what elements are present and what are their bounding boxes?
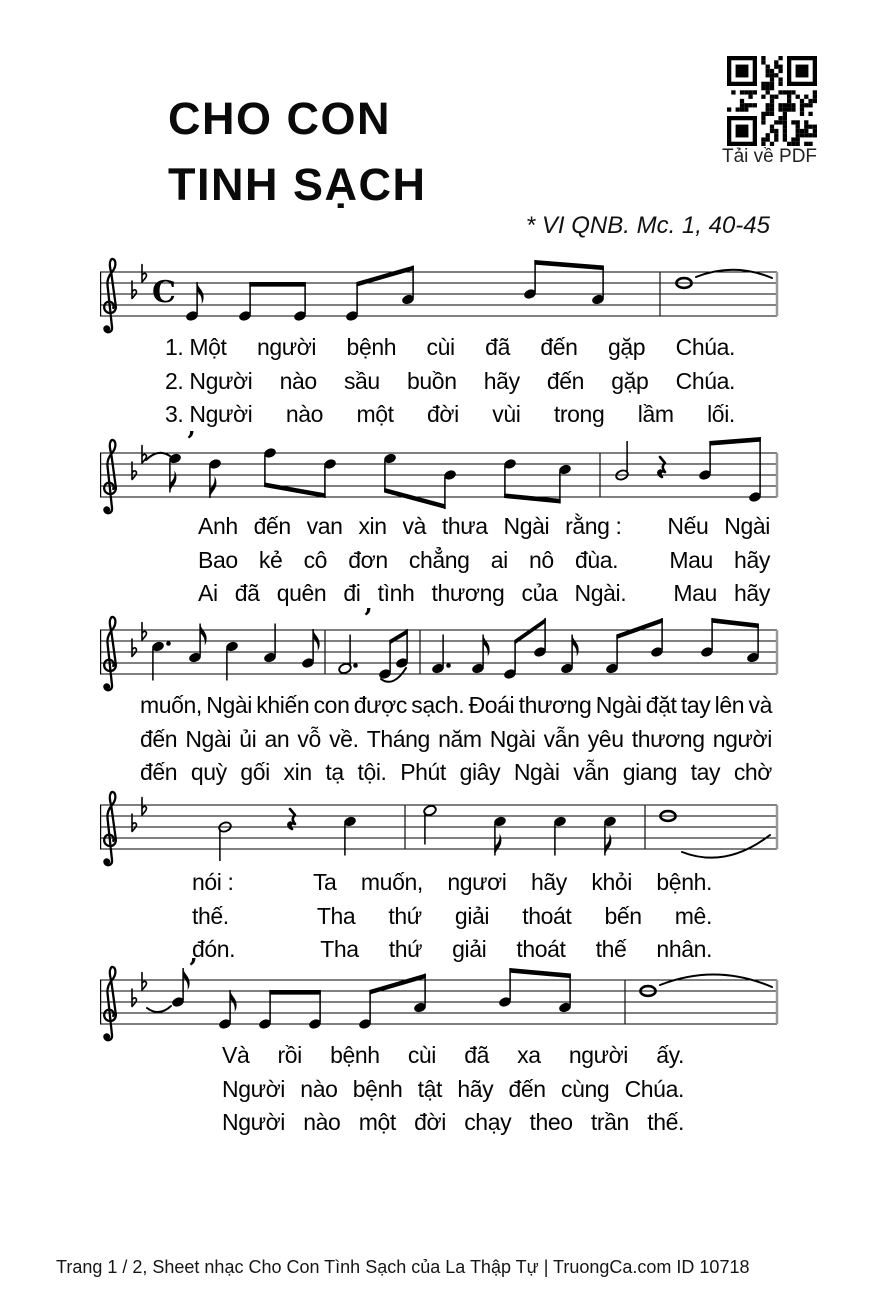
- lyric-syllable: muốn,: [140, 692, 202, 718]
- lyric-syllable: nhân.: [656, 936, 712, 963]
- lyric-syllable: an: [264, 725, 290, 752]
- lyric-syllable: thứ: [388, 902, 422, 929]
- lyric-syllable: đến: [508, 1075, 546, 1102]
- lyric-syllable: Chúa.: [675, 367, 735, 394]
- lyric-syllable: hãy: [457, 1075, 494, 1102]
- lyric-syllable: thương: [431, 580, 505, 607]
- lyric-syllable: tật: [417, 1075, 443, 1102]
- lyric-syllable: khiến: [256, 692, 310, 718]
- lyric-syllable: người: [712, 725, 772, 752]
- lyric-syllable: sạch.: [411, 692, 465, 718]
- lyric-syllable: thế.: [192, 902, 229, 929]
- lyric-syllable: giây: [459, 759, 501, 786]
- lyric-syllable: gặp: [608, 334, 646, 360]
- lyric-syllable: Và: [222, 1042, 250, 1068]
- lyric-syllable: vẫn: [573, 759, 610, 786]
- lyric-syllable: chờ: [733, 759, 772, 786]
- lyric-line: [222, 1076, 684, 1110]
- lyric-syllable: đến: [540, 334, 578, 360]
- lyric-syllable: muốn,: [360, 869, 423, 895]
- lyric-syllable: hãy: [734, 546, 770, 573]
- lyric-line: [192, 936, 712, 970]
- lyric-syllable: một: [358, 1109, 396, 1136]
- lyric-syllable: đi: [343, 580, 361, 607]
- lyric-syllable: giải: [454, 902, 490, 929]
- lyric-syllable: gặp: [611, 367, 649, 394]
- lyric-syllable: Người: [222, 1075, 285, 1102]
- lyric-syllable: nói :: [192, 869, 234, 895]
- lyric-syllable: Ngài.: [574, 580, 627, 607]
- lyric-syllable: bệnh: [330, 1042, 380, 1068]
- lyric-syllable: thoát: [522, 902, 572, 929]
- svg-text:’: ’: [363, 604, 373, 634]
- lyric-syllable: và: [748, 692, 772, 718]
- lyric-syllable: thoát: [516, 936, 566, 963]
- lyric-line: [165, 401, 735, 435]
- lyric-syllable: hãy: [734, 580, 770, 607]
- song-title-line-2: TINH SẠCH: [168, 159, 427, 210]
- lyric-syllable: trần: [590, 1109, 629, 1136]
- lyric-syllable: đón.: [192, 936, 236, 963]
- lyrics-verse-block-5: [222, 1042, 684, 1143]
- lyric-syllable: đến: [140, 725, 178, 752]
- lyric-syllable: nào: [285, 401, 323, 428]
- lyric-syllable: thế: [595, 936, 627, 963]
- lyric-syllable: quỳ: [190, 759, 227, 786]
- lyric-syllable: bệnh.: [656, 869, 712, 895]
- lyric-syllable: Mau: [673, 580, 717, 607]
- lyric-syllable: mê.: [674, 902, 712, 929]
- svg-text:’: ’: [188, 954, 198, 984]
- lyric-syllable: đến: [546, 367, 585, 394]
- lyric-syllable: rằng :: [565, 513, 622, 539]
- scripture-reference: * VI QNB. Mc. 1, 40-45: [525, 212, 770, 239]
- lyric-line: [198, 547, 770, 581]
- lyric-syllable: ngươi: [447, 869, 507, 895]
- lyric-syllable: về.: [329, 725, 359, 752]
- lyric-syllable: Tha: [320, 936, 359, 963]
- lyrics-verse-block-4: [192, 869, 712, 970]
- lyrics-verse-block-3: [140, 692, 772, 793]
- lyric-syllable: rồi: [277, 1042, 302, 1068]
- lyric-syllable: đã: [234, 580, 260, 607]
- lyric-syllable: đùa.: [574, 546, 619, 573]
- lyric-syllable: Ngài: [503, 513, 550, 539]
- footer-text: Trang 1 / 2, Sheet nhạc Cho Con Tình Sạch của La Thập Tự | TruongCa.com ID 10718: [56, 1257, 750, 1277]
- lyric-line: [140, 726, 772, 760]
- lyric-syllable: vỗ: [297, 725, 321, 752]
- lyric-syllable: Người: [222, 1109, 285, 1136]
- lyric-line: [165, 334, 735, 368]
- lyric-syllable: lối.: [707, 401, 735, 428]
- lyric-syllable: ai: [490, 546, 508, 573]
- lyric-syllable: được: [353, 692, 407, 718]
- lyric-syllable: đến: [253, 513, 291, 539]
- lyric-syllable: một: [356, 401, 394, 428]
- lyric-syllable: năm: [438, 725, 482, 752]
- lyric-syllable: Ngài: [724, 513, 770, 539]
- lyric-syllable: Nếu: [667, 513, 709, 539]
- lyric-syllable: ủi: [239, 725, 257, 752]
- lyric-syllable: đến: [140, 759, 178, 786]
- lyric-syllable: 3. Người: [165, 401, 253, 428]
- lyric-syllable: con: [313, 692, 350, 718]
- lyric-syllable: Ngài: [595, 692, 642, 718]
- lyric-syllable: bệnh: [352, 1075, 403, 1102]
- lyric-line: [140, 759, 772, 793]
- song-title-line-1: CHO CON: [168, 93, 391, 144]
- lyric-syllable: buồn: [407, 367, 457, 394]
- lyric-line: [222, 1042, 684, 1076]
- lyric-syllable: chẳng: [408, 546, 470, 573]
- lyrics-verse-block-2: [198, 513, 770, 614]
- lyric-syllable: 2. Người: [165, 367, 253, 394]
- lyric-syllable: thưa: [441, 513, 488, 539]
- lyric-syllable: 1. Một: [165, 334, 227, 360]
- lyric-line: [192, 903, 712, 937]
- lyric-syllable: xa: [517, 1042, 541, 1068]
- lyric-line: [198, 580, 770, 614]
- lyric-syllable: đã: [464, 1042, 489, 1068]
- lyric-syllable: thế.: [647, 1109, 684, 1136]
- lyric-syllable: chạy: [464, 1109, 512, 1136]
- lyric-syllable: van: [306, 513, 343, 539]
- lyric-syllable: Ai: [198, 580, 218, 607]
- lyric-syllable: Ngài: [489, 725, 536, 752]
- download-pdf-link[interactable]: Tải về PDF: [722, 146, 818, 167]
- lyric-syllable: hãy: [530, 869, 567, 895]
- lyric-syllable: giang: [622, 759, 678, 786]
- lyric-syllable: Ngài: [185, 725, 232, 752]
- lyric-syllable: đơn: [348, 546, 388, 573]
- lyric-syllable: đời: [414, 1109, 446, 1136]
- lyric-syllable: tạ: [325, 759, 344, 786]
- lyric-syllable: nào: [300, 1075, 338, 1102]
- lyric-syllable: cùi: [426, 334, 455, 360]
- lyric-syllable: sầu: [343, 367, 380, 394]
- lyric-syllable: Đoái: [468, 692, 515, 718]
- lyric-syllable: ấy.: [656, 1042, 684, 1068]
- lyrics-verse-block-1: [165, 334, 735, 435]
- lyric-syllable: vùi: [492, 401, 521, 428]
- lyric-syllable: Ngài: [513, 759, 560, 786]
- lyric-syllable: cùi: [407, 1042, 437, 1068]
- lyric-syllable: trong: [553, 401, 605, 428]
- lyric-syllable: xin: [358, 513, 387, 539]
- lyric-syllable: thương: [518, 692, 592, 718]
- lyric-syllable: nô: [529, 546, 554, 573]
- lyric-syllable: Mau: [669, 546, 713, 573]
- lyric-syllable: Tha: [316, 902, 356, 929]
- lyric-syllable: gối: [240, 759, 270, 786]
- svg-text:’: ’: [186, 427, 196, 457]
- lyric-syllable: cùng: [561, 1075, 610, 1102]
- lyric-syllable: Anh: [198, 513, 238, 539]
- lyric-syllable: Phút: [400, 759, 446, 786]
- lyric-syllable: người: [568, 1042, 629, 1068]
- lyric-syllable: tình: [377, 580, 415, 607]
- lyric-syllable: tay: [690, 759, 721, 786]
- lyric-syllable: Tháng: [366, 725, 430, 752]
- lyric-syllable: Ngài: [206, 692, 252, 718]
- lyric-syllable: lầm: [637, 401, 674, 428]
- lyric-syllable: xin: [283, 759, 312, 786]
- lyric-syllable: thứ: [388, 936, 423, 963]
- lyric-syllable: đặt: [645, 692, 677, 718]
- lyric-syllable: bến: [604, 902, 642, 929]
- lyric-syllable: thương: [631, 725, 705, 752]
- lyric-line: [222, 1109, 684, 1143]
- lyric-syllable: lên: [714, 692, 745, 718]
- lyric-syllable: Bao: [198, 546, 238, 573]
- lyric-syllable: đời: [427, 401, 459, 428]
- lyric-line: [165, 368, 735, 402]
- lyric-syllable: Chúa.: [624, 1075, 684, 1102]
- lyric-syllable: giải: [452, 936, 487, 963]
- svg-text:C: C: [152, 275, 176, 310]
- lyric-line: [140, 692, 772, 726]
- lyric-syllable: yêu: [587, 725, 624, 752]
- lyric-syllable: bệnh: [346, 334, 397, 360]
- lyric-syllable: Ta: [312, 869, 337, 895]
- lyric-syllable: tội.: [357, 759, 387, 786]
- lyric-syllable: hãy: [483, 367, 520, 394]
- lyric-syllable: tay: [680, 692, 711, 718]
- lyric-syllable: kẻ: [258, 546, 283, 573]
- lyric-syllable: theo: [529, 1109, 573, 1136]
- lyric-syllable: nào: [279, 367, 317, 394]
- lyric-line: [192, 869, 712, 903]
- lyric-syllable: quên: [276, 580, 327, 607]
- lyric-syllable: khỏi: [591, 869, 632, 895]
- lyric-syllable: Chúa.: [675, 334, 735, 360]
- lyric-syllable: đã: [485, 334, 510, 360]
- lyric-line: [198, 513, 770, 547]
- lyric-syllable: của: [521, 580, 558, 607]
- lyric-syllable: nào: [303, 1109, 341, 1136]
- lyric-syllable: cô: [303, 546, 328, 573]
- lyric-syllable: người: [256, 334, 317, 360]
- lyric-syllable: vẫn: [543, 725, 580, 752]
- lyric-syllable: và: [402, 513, 427, 539]
